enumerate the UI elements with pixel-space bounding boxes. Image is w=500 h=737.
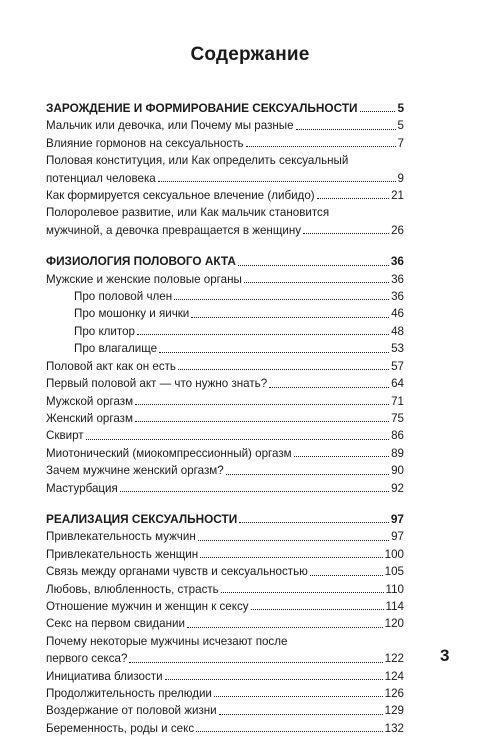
- page-ref: 105: [384, 565, 404, 579]
- dot-leader: [294, 456, 389, 457]
- entry-title: Миотонический (миокомпрессионный) оргазм: [46, 446, 292, 460]
- entry-title: Про влагалище: [74, 342, 158, 356]
- dot-leader: [137, 334, 389, 335]
- toc-entry-multiline[interactable]: [46, 204, 404, 239]
- dot-leader: [246, 146, 396, 147]
- toc-entry[interactable]: [46, 685, 404, 702]
- section-gap: [46, 497, 404, 511]
- page-ref: 46: [391, 307, 404, 321]
- dot-leader: [196, 731, 383, 732]
- page-ref: 36: [390, 254, 404, 269]
- entry-title-line: первого секса?: [46, 652, 128, 666]
- dot-leader: [303, 233, 389, 234]
- section-title: ЗАРОЖДЕНИЕ И ФОРМИРОВАНИЕ СЕКСУАЛЬНОСТИ: [46, 101, 358, 115]
- page-ref: 122: [384, 652, 404, 666]
- toc-entry[interactable]: [46, 358, 404, 375]
- entry-title: Влияние гормонов на сексуальность: [46, 136, 244, 150]
- toc-entry[interactable]: [46, 410, 404, 427]
- entry-title-line: Почему некоторые мужчины исчезают после: [46, 634, 288, 648]
- dot-leader: [310, 575, 383, 576]
- toc-section-heading[interactable]: [46, 253, 404, 270]
- toc-entry[interactable]: [46, 445, 404, 462]
- page-ref: 71: [391, 394, 404, 408]
- toc-entry[interactable]: [46, 480, 404, 497]
- entry-title-line: Половая конституция, или Как определить сексуальный: [46, 154, 349, 168]
- page-ref: 26: [391, 223, 404, 237]
- entry-title: Инициатива близости: [46, 669, 163, 683]
- entry-title: Мужские и женские половые органы: [46, 272, 242, 286]
- entry-title: Про мошонку и яички: [74, 307, 190, 321]
- entry-title: Отношение мужчин и женщин к сексу: [46, 599, 249, 613]
- toc-section-heading[interactable]: [46, 511, 404, 528]
- dot-leader: [158, 181, 396, 182]
- toc-entry[interactable]: [46, 393, 404, 410]
- toc-entry[interactable]: [46, 546, 404, 563]
- entry-title: Связь между органами чувств и сексуальностью: [46, 565, 308, 579]
- entry-title: Как формируется сексуальное влечение (либидо): [46, 189, 315, 203]
- toc-entry[interactable]: [46, 563, 404, 580]
- toc-entry[interactable]: [46, 375, 404, 392]
- dot-leader: [187, 627, 383, 628]
- page-ref: 124: [384, 669, 404, 683]
- toc-entry[interactable]: [46, 462, 404, 479]
- page-ref: 120: [384, 617, 404, 631]
- toc-section-heading[interactable]: [46, 100, 404, 117]
- entry-title: Первый половой акт — что нужно знать?: [46, 377, 268, 391]
- dot-leader: [317, 198, 389, 199]
- entry-title: Про клитор: [74, 324, 135, 338]
- entry-title: Привлекательность женщин: [46, 547, 199, 561]
- entry-title: Беременность, роды и секс: [46, 721, 195, 735]
- page-ref: 57: [391, 359, 404, 373]
- dot-leader: [219, 714, 383, 715]
- toc-entry[interactable]: [46, 581, 404, 598]
- page-ref: 9: [397, 171, 404, 185]
- dot-leader: [244, 282, 389, 283]
- entry-title: Мастурбация: [46, 481, 118, 495]
- entry-title: Половой акт как он есть: [46, 359, 176, 373]
- entry-title: Зачем мужчине женский оргазм?: [46, 464, 224, 478]
- toc-entry-multiline[interactable]: [46, 633, 404, 668]
- toc-entry[interactable]: [46, 135, 404, 152]
- page-ref: 7: [397, 136, 404, 150]
- entry-title: Воздержание от половой жизни: [46, 704, 217, 718]
- entry-title: Мужской оргазм: [46, 394, 134, 408]
- page-ref: 89: [391, 446, 404, 460]
- page-ref: 5: [397, 101, 404, 115]
- toc-entry[interactable]: [46, 720, 404, 737]
- entry-title: Мальчик или девочка, или Почему мы разные: [46, 119, 294, 133]
- dot-leader: [269, 387, 389, 388]
- page-ref: 100: [384, 547, 404, 561]
- section-title: ФИЗИОЛОГИЯ ПОЛОВОГО АКТА: [46, 254, 236, 269]
- dot-leader: [135, 421, 389, 422]
- entry-title-line: потенциал человека: [46, 171, 156, 185]
- page-ref: 97: [391, 530, 404, 544]
- page-ref: 92: [391, 481, 404, 495]
- dot-leader: [214, 696, 383, 697]
- dot-leader: [296, 129, 396, 130]
- page-ref: 36: [391, 290, 404, 304]
- page-ref: 86: [391, 429, 404, 443]
- toc-entry[interactable]: [46, 668, 404, 685]
- page-ref: 132: [384, 721, 404, 735]
- dot-leader: [135, 404, 389, 405]
- page-ref: 75: [391, 411, 404, 425]
- toc-entry[interactable]: [46, 187, 404, 204]
- dot-leader: [200, 557, 382, 558]
- dot-leader: [174, 299, 389, 300]
- dot-leader: [238, 265, 389, 266]
- page-ref: 97: [390, 511, 404, 526]
- page-ref: 53: [391, 342, 404, 356]
- toc-entry[interactable]: [46, 427, 404, 444]
- dot-leader: [239, 522, 389, 523]
- page-ref: 126: [384, 687, 404, 700]
- toc-entry[interactable]: [46, 117, 404, 134]
- page-ref: 5: [397, 119, 404, 133]
- dot-leader: [198, 540, 389, 541]
- toc-subentry[interactable]: [46, 288, 404, 305]
- entry-title-line: мужчиной, а девочка превращается в женщину: [46, 223, 302, 237]
- entry-title: Любовь, влюбленность, страсть: [46, 582, 219, 596]
- toc-subentry[interactable]: [46, 305, 404, 322]
- dot-leader: [120, 491, 389, 492]
- page-ref: 36: [391, 272, 404, 286]
- toc-subentry[interactable]: [46, 323, 404, 340]
- dot-leader: [178, 369, 389, 370]
- entry-title: Про половой член: [74, 290, 173, 304]
- dot-leader: [226, 474, 389, 475]
- toc-subentry[interactable]: [46, 340, 404, 357]
- dot-leader: [159, 352, 389, 353]
- entry-title: Секс на первом свидании: [46, 617, 185, 631]
- entry-title-line: Полоролевое развитие, или Как мальчик становится: [46, 206, 330, 220]
- toc-entry[interactable]: [46, 528, 404, 545]
- page-ref: 21: [391, 189, 404, 203]
- entry-title: Привлекательность мужчин: [46, 530, 196, 544]
- dot-leader: [251, 609, 384, 610]
- toc-entry-multiline[interactable]: [46, 152, 404, 187]
- toc-entry[interactable]: [46, 702, 404, 719]
- dot-leader: [165, 679, 383, 680]
- page-ref: 64: [391, 377, 404, 391]
- dot-leader: [86, 439, 390, 440]
- toc-entry[interactable]: [46, 615, 404, 632]
- dot-leader: [191, 317, 389, 318]
- section-gap: [46, 239, 404, 253]
- page-number: 3: [440, 646, 450, 665]
- page-ref: 114: [385, 599, 404, 613]
- entry-title: Женский оргазм: [46, 411, 133, 425]
- page-title: Содержание: [190, 44, 310, 65]
- section-title: РЕАЛИЗАЦИЯ СЕКСУАЛЬНОСТИ: [46, 511, 238, 526]
- toc-entry[interactable]: [46, 598, 404, 615]
- dot-leader: [221, 592, 384, 593]
- dot-leader: [129, 662, 382, 663]
- toc-entry[interactable]: [46, 271, 404, 288]
- entry-title: Продолжительность прелюдии: [46, 687, 212, 700]
- page-ref: 48: [391, 324, 404, 338]
- table-of-contents: [46, 100, 404, 737]
- entry-title: Сквирт: [46, 429, 84, 443]
- page-ref: 90: [391, 464, 404, 478]
- page-ref: 110: [385, 582, 404, 596]
- page-ref: 129: [384, 704, 404, 718]
- dot-leader: [360, 111, 396, 112]
